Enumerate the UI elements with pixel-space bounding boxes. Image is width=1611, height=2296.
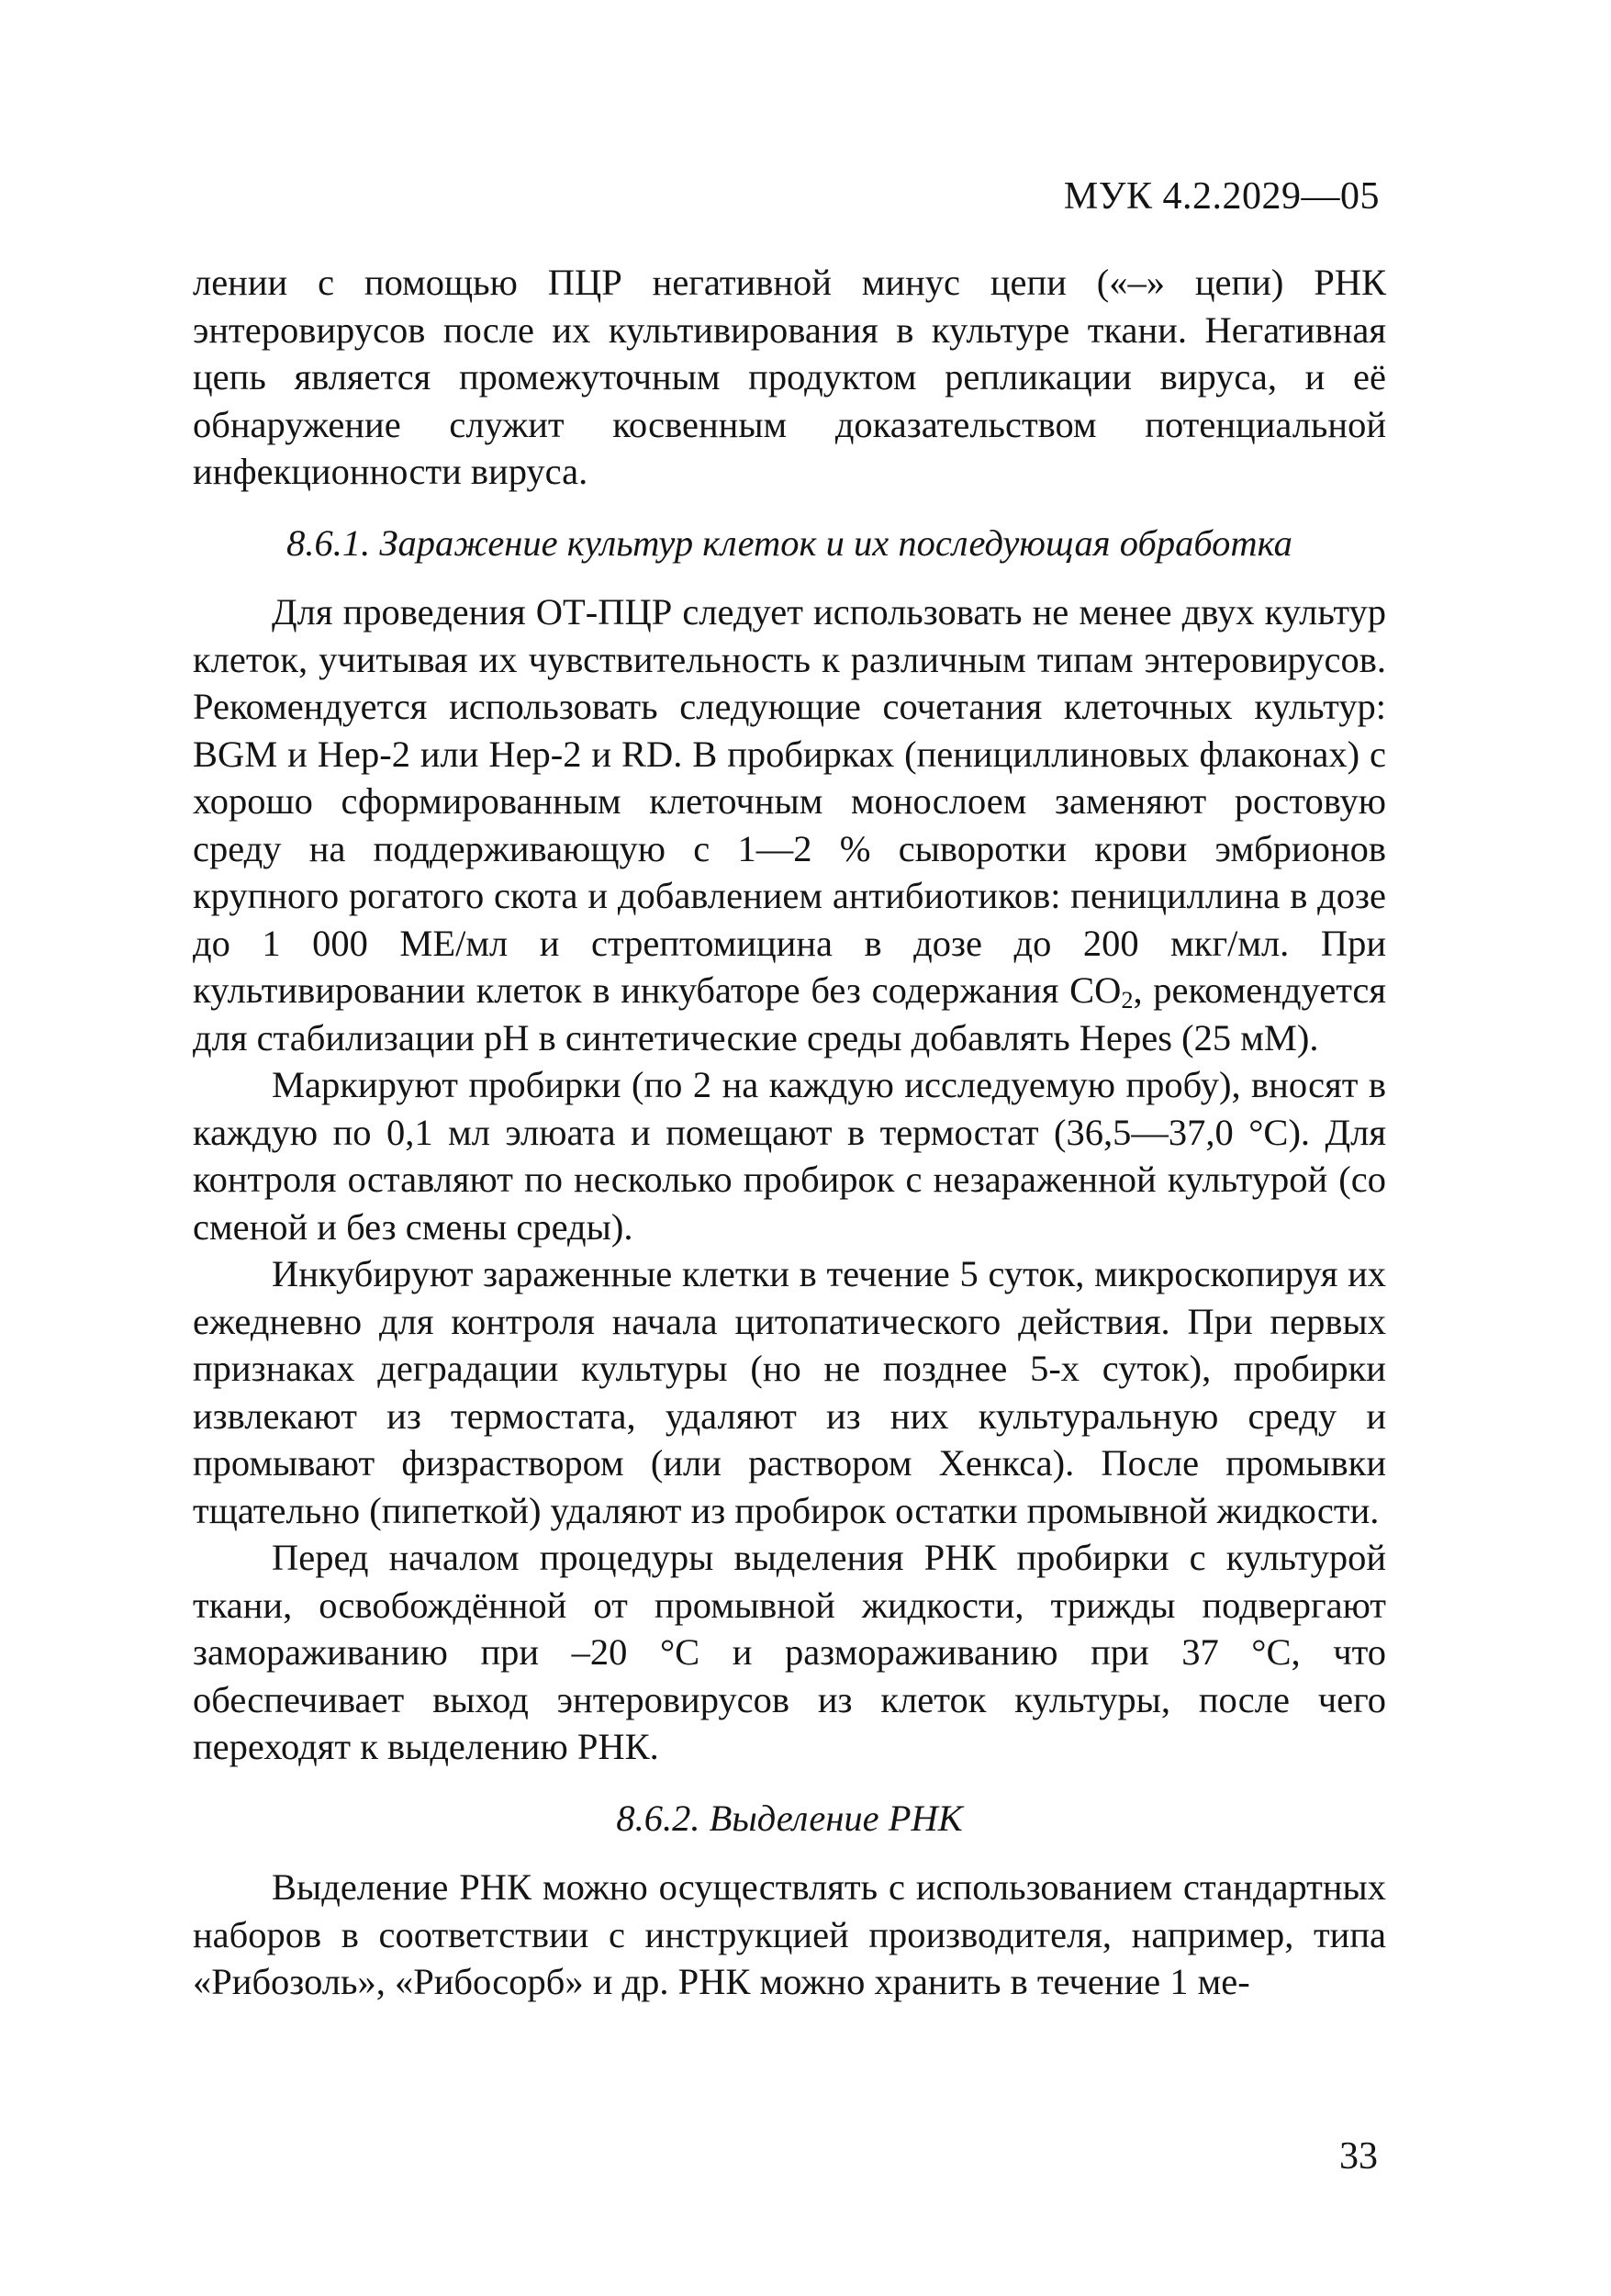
paragraph-cultures-text: Для проведения ОТ-ПЦР следует использовать не менее двух культур клеток, учитывая их чувствительность к различным типам энтеровирусов. Рекомендуется использовать следующие сочетания клеточных культур: BGM и Hep-2 или Hep-2 и RD. В пробирках (пенициллиновых флаконах) с хорошо сформированным клеточным монослоем заменяют ростовую среду на поддерживающую с 1—2 % сыворотки крови эмбрионов крупного рогатого скота и добавлением антибиотиков: пенициллина в дозе до 1 000 МЕ/мл и стрептомицина в дозе до 200 мкг/мл. При культивировании клеток в инкубаторе без содержания [193, 591, 1386, 1011]
paragraph-intro: лении с помощью ПЦР негативной минус цепи («–» цепи) РНК энтеровирусов после их культивирования в культуре ткани. Негативная цепь является промежуточным продуктом репликации вируса, и её обнаружение служит косвенным доказательством потенциальной инфекционности вируса. [193, 262, 1386, 492]
co2-chem: CO [1069, 969, 1122, 1011]
section-heading-8-6-2: 8.6.2. Выделение РНК [616, 1797, 963, 1839]
section-heading-8-6-1: 8.6.1. Заражение культур клеток и их последующая обработка [286, 521, 1292, 564]
page-content [193, 259, 1386, 2006]
page-header: МУК 4.2.2029—05 [1063, 175, 1380, 218]
page-number: 33 [1339, 2135, 1378, 2178]
paragraph-rna-extraction: Выделение РНК можно осуществлять с использованием стандартных наборов в соответствии с инструкцией производителя, например, типа «Рибозоль», «Рибосорб» и др. РНК можно хранить в течение 1 ме- [193, 1866, 1386, 2002]
co2-formula [1069, 969, 1134, 1014]
paragraph-cultures [193, 588, 1386, 1061]
paragraph-incubation: Инкубируют зараженные клетки в течение 5 суток, микроскопируя их ежедневно для контроля начала цитопатического действия. При первых признаках деградации культуры (но не позднее 5-х суток), пробирки извлекают из термостата, удаляют из них культуральную среду и промывают физраствором (или раствором Хенкса). После промывки тщательно (пипеткой) удаляют из пробирок остатки промывной жидкости. [193, 1253, 1386, 1531]
paragraph-freezing: Перед началом процедуры выделения РНК пробирки с культурой ткани, освобождённой от промывной жидкости, трижды подвергают замораживанию при –20 °С и размораживанию при 37 °С, что обеспечивает выход энтеровирусов из клеток культуры, после чего переходят к выделению РНК. [193, 1537, 1386, 1767]
paragraph-labeling: Маркируют пробирки (по 2 на каждую исследуемую пробу), вносят в каждую по 0,1 мл элюата и помещают в термостат (36,5—37,0 °С). Для контроля оставляют по несколько пробирок с незараженной культурой (со сменой и без смены среды). [193, 1064, 1386, 1248]
paragraph-cultures-tail: , рекомендуется для стабилизации pH в синтетические среды добавлять Hepes (25 мМ). [193, 969, 1386, 1058]
co2-subscript: 2 [1121, 987, 1134, 1014]
